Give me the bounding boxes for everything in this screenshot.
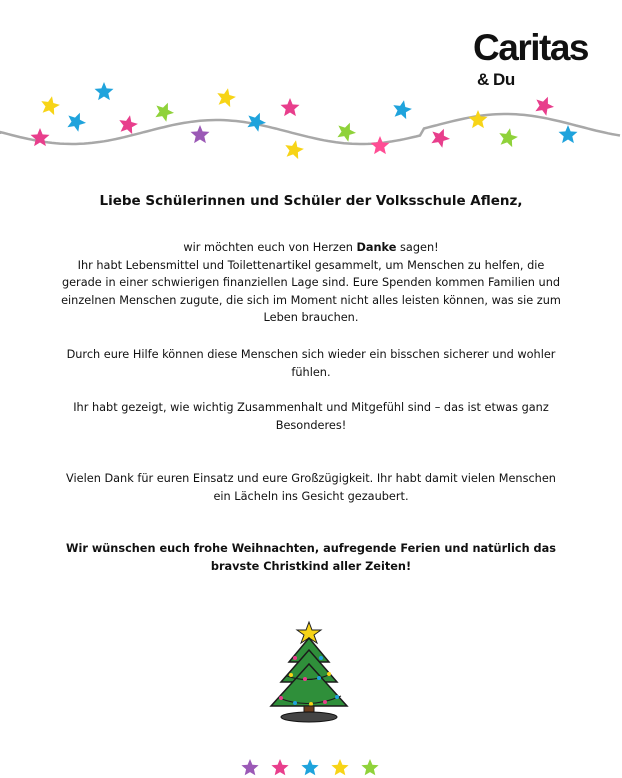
- garland-star: [535, 97, 554, 116]
- paragraph-donation-detail: Ihr habt Lebensmittel und Toilettenartikel gesammelt, um Menschen zu helfen, die gerade in einer schwierigen finanziellen Lage sind. Eure Spenden kommen Familien und einzelnen Menschen zugute, die sich im Moment nicht alles leisten können, was sie zum Leben brauchen.: [61, 258, 561, 324]
- garland-string: [0, 114, 620, 144]
- garland-star: [217, 88, 236, 107]
- bottom-star: [331, 759, 348, 775]
- garland-star: [41, 96, 60, 115]
- paragraph-help: Durch eure Hilfe können diese Menschen sich wieder ein bisschen sicherer und wohler fühlen.: [66, 348, 556, 379]
- bottom-star: [271, 759, 288, 775]
- garland-star: [119, 115, 138, 134]
- garland-star: [371, 136, 390, 154]
- garland-star: [155, 103, 174, 122]
- bottom-star: [361, 759, 378, 775]
- bottom-star: [241, 759, 258, 775]
- garland-star: [499, 128, 518, 147]
- christmas-tree-icon: [265, 620, 357, 730]
- thanks-intro: wir möchten euch von Herzen: [183, 241, 357, 254]
- garland-star: [191, 125, 210, 143]
- garland-star: [285, 140, 304, 159]
- garland-star: [393, 100, 412, 119]
- garland-star: [431, 129, 450, 148]
- paragraph-solidarity: Ihr habt gezeigt, wie wichtig Zusammenhalt und Mitgefühl sind – das ist etwas ganz Besonderes!: [73, 401, 549, 432]
- bottom-star-row-decoration: [236, 756, 386, 778]
- garland-star: [95, 82, 114, 100]
- paragraph-wishes: Wir wünschen euch frohe Weihnachten, aufregende Ferien und natürlich das bravste Christkind aller Zeiten!: [65, 542, 556, 573]
- garland-star: [559, 125, 578, 143]
- star-garland-decoration: [0, 80, 622, 165]
- garland-star: [67, 113, 86, 132]
- garland-star: [281, 98, 300, 116]
- bottom-star: [301, 759, 318, 775]
- paragraph-thanks: [60, 239, 562, 327]
- thanks-emphasis: Danke: [356, 241, 397, 254]
- logo-wordmark: Caritas: [473, 27, 588, 68]
- thanks-outro: sagen!: [396, 241, 439, 254]
- paragraph-gratitude: Vielen Dank für euren Einsatz und eure Großzügigkeit. Ihr habt damit vielen Menschen ein Lächeln ins Gesicht gezaubert.: [66, 472, 556, 503]
- letter-heading: Liebe Schülerinnen und Schüler der Volksschule Aflenz,: [99, 193, 523, 209]
- garland-star: [337, 123, 356, 142]
- logo-tagline: & Du: [477, 70, 515, 89]
- garland-star: [469, 110, 488, 128]
